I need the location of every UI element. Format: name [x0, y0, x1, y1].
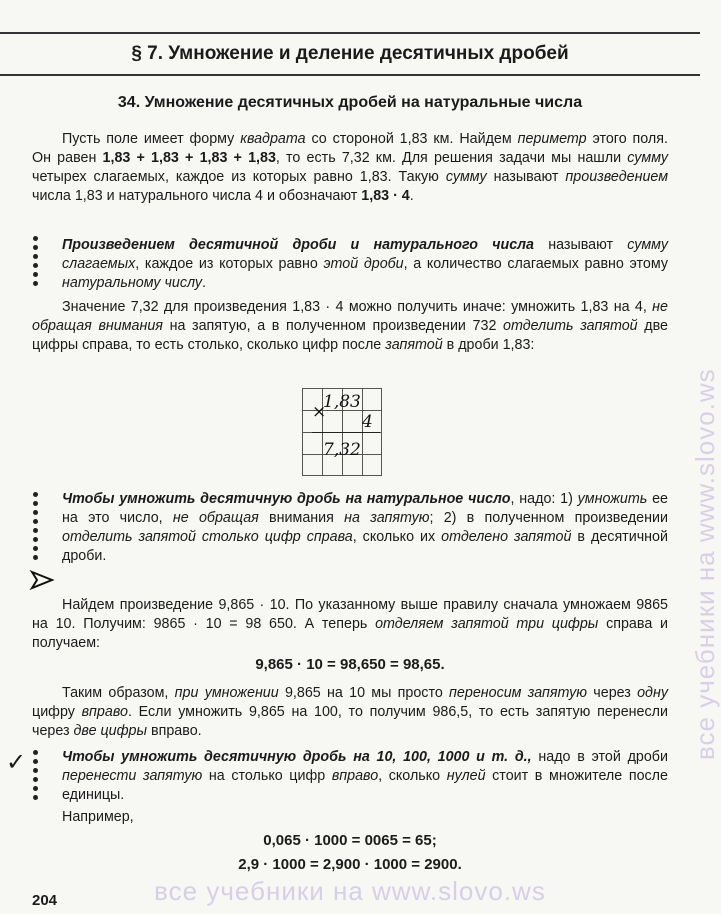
paragraph-1: Пусть поле имеет форму квадрата со стороной 1,83 км. Найдем периметр этого поля. Он равен 1,83 + 1,83 + 1,83 + 1,83, то есть 7,32 км. Для решения задачи мы нашли сумму четырех слагаемых, каждое из которых равно 1,83. Такую сумму называют произведением числа 1,83 и натурального числа 4 и обозначают 1,83 · 4.	[32, 131, 668, 204]
rule-multiply-by-powers-of-ten: Чтобы умножить десятичную дробь на 10, 100, 1000 и т. д., надо в этой дроби перенести запятую на столько цифр вправо, сколько нулей стоит в множителе после единицы.	[62, 749, 668, 803]
paragraph-5: Например,	[62, 809, 134, 825]
multiplicand-text: 1,83	[323, 392, 361, 412]
watermark-side: все учебники на www.slovo.ws	[690, 368, 720, 760]
paragraph-3: Найдем произведение 9,865 · 10. По указанному выше правилу сначала умножаем 9865 на 10. Получим: 9865 · 10 = 98 650. А теперь отделяем запятой три цифры справа и получаем:	[32, 597, 669, 651]
formula-3: 2,9 · 1000 = 2,900 · 1000 = 2900.	[238, 856, 462, 873]
example-arrow-icon	[30, 570, 54, 590]
formula-1: 9,865 · 10 = 98,650 = 98,65.	[255, 656, 445, 673]
paragraph-2: Значение 7,32 для произведения 1,83 · 4 можно получить иначе: умножить 1,83 на 4, не обращая внимания на запятую, а в полученном произведении 732 отделить запятой две цифры справа, то есть столько, сколько цифр после запятой в дроби 1,83:	[32, 299, 668, 353]
subsection-title: 34. Умножение десятичных дробей на натуральные числа	[117, 94, 583, 111]
section-header	[0, 32, 700, 76]
page-number: 204	[32, 892, 58, 909]
rule-marker-dots-2	[33, 492, 39, 564]
result-text: 7,32	[323, 440, 361, 460]
rule-marker-dots-3	[33, 750, 39, 804]
rule-multiply-natural: Чтобы умножить десятичную дробь на натуральное число, надо: 1) умножить ее на это число, не обращая внимания на запятую; 2) в полученном произведении отделить запятой столько цифр справа, сколько их отделено запятой в десятичной дроби.	[62, 491, 669, 564]
rule-marker-dots	[33, 236, 39, 290]
watermark-bottom: все учебники на www.slovo.ws	[154, 876, 546, 906]
multiplier-text: 4	[362, 412, 373, 432]
rule-definition: Произведением десятичной дроби и натурального числа называют сумму слагаемых, каждое из которых равно этой дроби, а количество слагаемых равно этому натуральному числу.	[62, 237, 668, 291]
column-multiplication-grid	[302, 388, 382, 476]
section-header-text: § 7. Умножение и деление десятичных дробей	[131, 43, 569, 64]
multiply-sign: ×	[312, 402, 327, 422]
sum-line	[312, 432, 380, 433]
paragraph-4: Таким образом, при умножении 9,865 на 10 мы просто переносим запятую через одну цифру вправо. Если умножить 9,865 на 100, то получим 986,5, то есть запятую перенесли через две цифры вправо.	[32, 685, 668, 739]
formula-2: 0,065 · 1000 = 0065 = 65;	[263, 832, 437, 849]
check-mark-icon: ✓	[6, 749, 27, 776]
